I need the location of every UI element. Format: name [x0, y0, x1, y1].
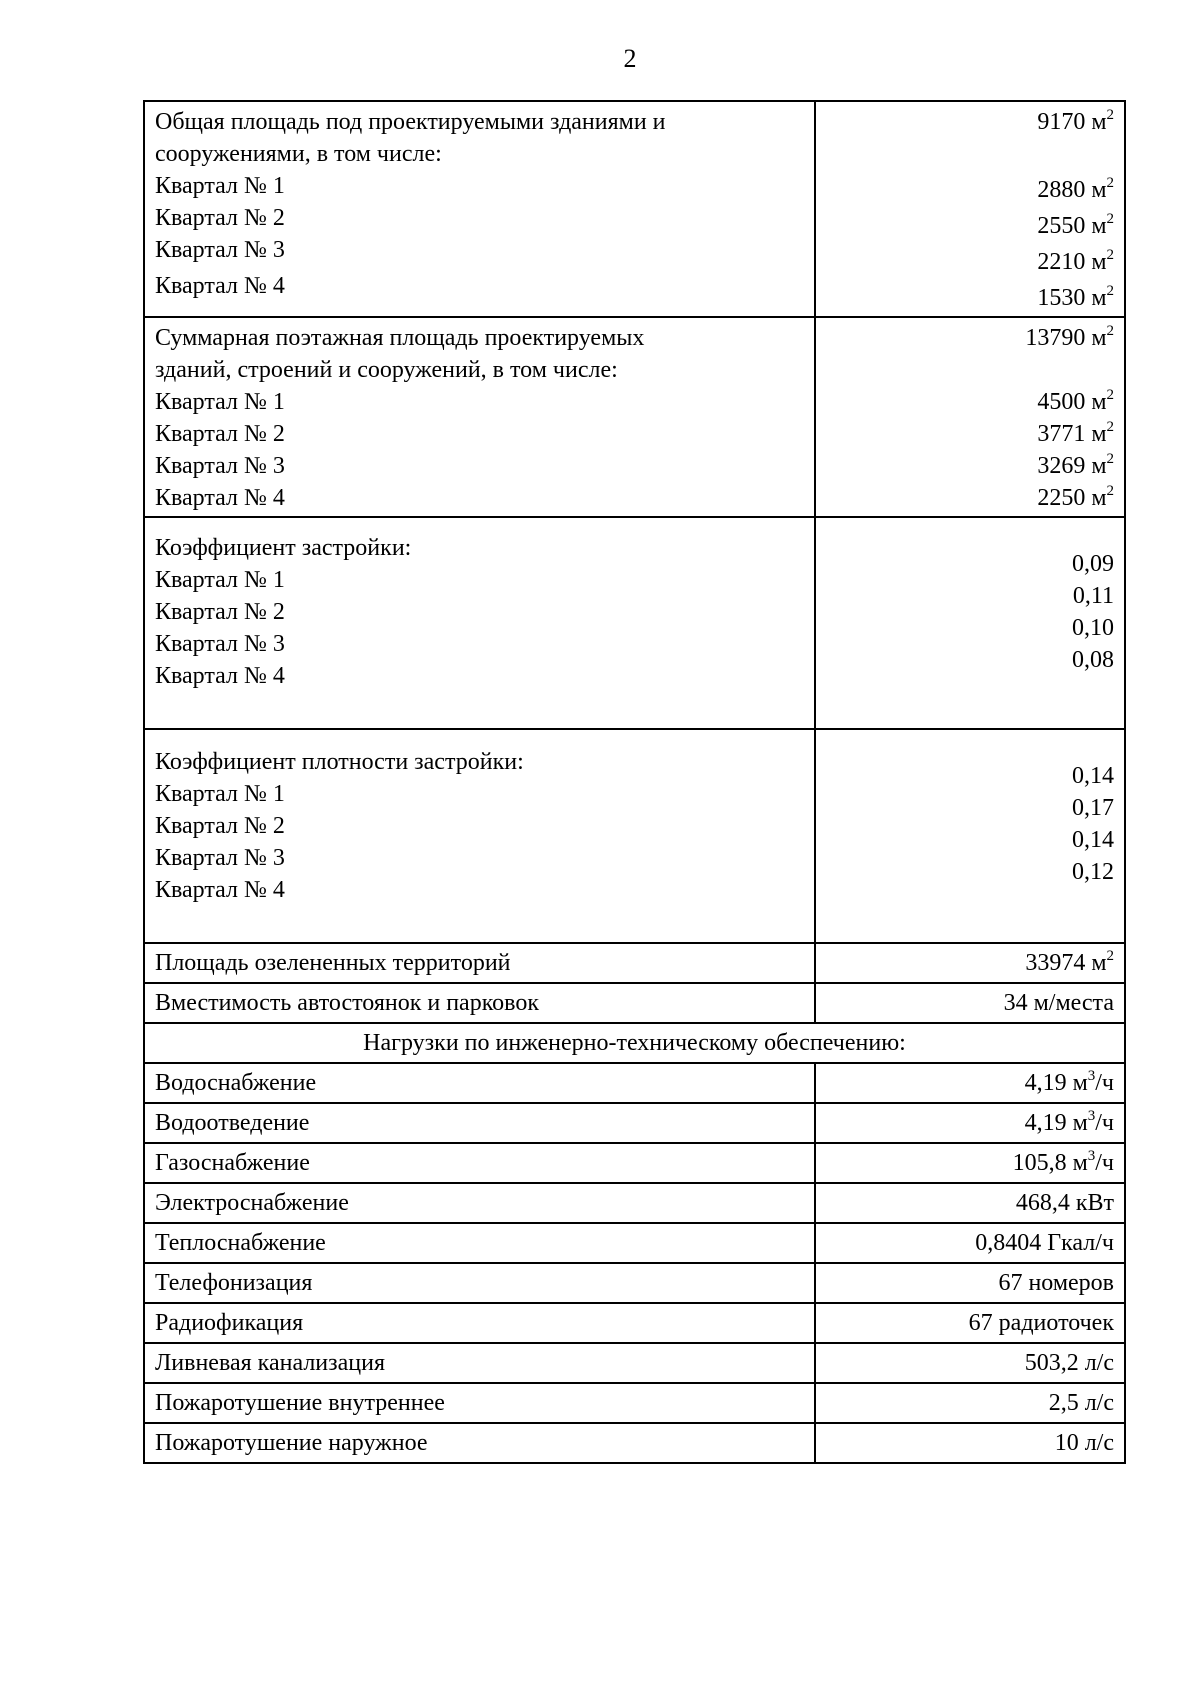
label-cell: Теплоснабжение	[144, 1223, 815, 1263]
value-cell: 33974 $м^2$	[815, 943, 1125, 983]
quarter-value: 2250 $м^2$	[1037, 483, 1114, 511]
group-title-line: Коэффициент застройки:	[155, 535, 412, 561]
quarter-value: 4500 $м^2$	[1037, 387, 1114, 415]
value-cell: 34 м/места	[815, 983, 1125, 1023]
table-row-parking	[144, 983, 1125, 1023]
quarter-label: Квартал № 3	[155, 845, 285, 871]
quarter-value: 0,14	[1072, 763, 1114, 789]
quarter-label: Квартал № 4	[155, 663, 285, 689]
quarter-label: Квартал № 2	[155, 205, 285, 231]
value-cell: 67 радиоточек	[815, 1303, 1125, 1343]
quarter-label: Квартал № 1	[155, 567, 285, 593]
label-cell: Водоотведение	[144, 1103, 815, 1143]
quarter-label: Квартал № 3	[155, 631, 285, 657]
quarter-value: 0,17	[1072, 795, 1114, 821]
table-row-load	[144, 1423, 1125, 1463]
group-title-line: зданий, строений и сооружений, в том числе:	[155, 357, 618, 383]
value-cell: 4,19 $м^3/ч$	[815, 1103, 1125, 1143]
value-cell: 468,4 кВт	[815, 1183, 1125, 1223]
table-row-building-area	[144, 101, 1125, 317]
quarter-value: 2880 $м^2$	[1037, 175, 1114, 203]
indicators-table	[143, 100, 1126, 1464]
quarter-label: Квартал № 4	[155, 273, 285, 299]
group-total-value: 13790 $м^2$	[1025, 323, 1114, 351]
table-row-load	[144, 1103, 1125, 1143]
quarter-value: 1530 $м^2$	[1037, 283, 1114, 311]
label-cell: Пожаротушение наружное	[144, 1423, 815, 1463]
label-cell: Газоснабжение	[144, 1143, 815, 1183]
table-row-load	[144, 1183, 1125, 1223]
group-title-line: Суммарная поэтажная площадь проектируемых	[155, 325, 645, 351]
value-cell	[815, 517, 1125, 729]
table-row-building-coefficient	[144, 517, 1125, 729]
quarter-value: 2210 $м^2$	[1037, 247, 1114, 275]
quarter-value: 0,11	[1072, 583, 1114, 609]
quarter-label: Квартал № 2	[155, 813, 285, 839]
label-cell: Площадь озелененных территорий	[144, 943, 815, 983]
table-row-load	[144, 1063, 1125, 1103]
quarter-label: Квартал № 4	[155, 485, 285, 511]
table-row-load	[144, 1383, 1125, 1423]
table-row-floor-area	[144, 317, 1125, 517]
value-cell: 105,8 $м^3/ч$	[815, 1143, 1125, 1183]
quarter-label: Квартал № 2	[155, 599, 285, 625]
table-row-load	[144, 1263, 1125, 1303]
label-cell: Электроснабжение	[144, 1183, 815, 1223]
quarter-value: 0,08	[1072, 647, 1114, 673]
value-cell: 0,8404 Гкал/ч	[815, 1223, 1125, 1263]
table-row-density-coefficient	[144, 729, 1125, 943]
quarter-label: Квартал № 4	[155, 877, 285, 903]
quarter-value: 2550 $м^2$	[1037, 211, 1114, 239]
value-cell	[815, 101, 1125, 317]
group-title-line: Общая площадь под проектируемыми зданиями и	[155, 109, 666, 135]
label-cell: Водоснабжение	[144, 1063, 815, 1103]
quarter-value: 0,09	[1072, 551, 1114, 577]
label-cell	[144, 317, 815, 517]
value-cell: 4,19 $м^3/ч$	[815, 1063, 1125, 1103]
label-cell: Пожаротушение внутреннее	[144, 1383, 815, 1423]
page-number: 2	[623, 44, 637, 73]
quarter-value: 0,10	[1072, 615, 1114, 641]
value-cell: 2,5 л/с	[815, 1383, 1125, 1423]
quarter-label: Квартал № 1	[155, 389, 285, 415]
quarter-value: 3771 $м^2$	[1037, 419, 1114, 447]
label-cell: Ливневая канализация	[144, 1343, 815, 1383]
quarter-label: Квартал № 3	[155, 453, 285, 479]
value-cell: 10 л/с	[815, 1423, 1125, 1463]
value-cell: 67 номеров	[815, 1263, 1125, 1303]
group-title-line: сооружениями, в том числе:	[155, 141, 442, 167]
quarter-label: Квартал № 2	[155, 421, 285, 447]
group-total-value: 9170 $м^2$	[1037, 107, 1114, 135]
label-cell: Телефонизация	[144, 1263, 815, 1303]
group-title-line: Коэффициент плотности застройки:	[155, 749, 524, 775]
table-row-load	[144, 1343, 1125, 1383]
value-cell	[815, 729, 1125, 943]
section-heading: Нагрузки по инженерно-техническому обеспечению:	[144, 1023, 1125, 1063]
quarter-label: Квартал № 1	[155, 781, 285, 807]
label-cell	[144, 101, 815, 317]
table-row-load	[144, 1223, 1125, 1263]
table-row-loads-header	[144, 1023, 1125, 1063]
quarter-value: 0,14	[1072, 827, 1114, 853]
quarter-value: 0,12	[1072, 859, 1114, 885]
value-cell: 503,2 л/с	[815, 1343, 1125, 1383]
label-cell: Вместимость автостоянок и парковок	[144, 983, 815, 1023]
quarter-label: Квартал № 3	[155, 237, 285, 263]
label-cell: Радиофикация	[144, 1303, 815, 1343]
table-row-load	[144, 1143, 1125, 1183]
label-cell	[144, 517, 815, 729]
table-row-green-area	[144, 943, 1125, 983]
table-row-load	[144, 1303, 1125, 1343]
quarter-value: 3269 $м^2$	[1037, 451, 1114, 479]
quarter-label: Квартал № 1	[155, 173, 285, 199]
value-cell	[815, 317, 1125, 517]
label-cell	[144, 729, 815, 943]
